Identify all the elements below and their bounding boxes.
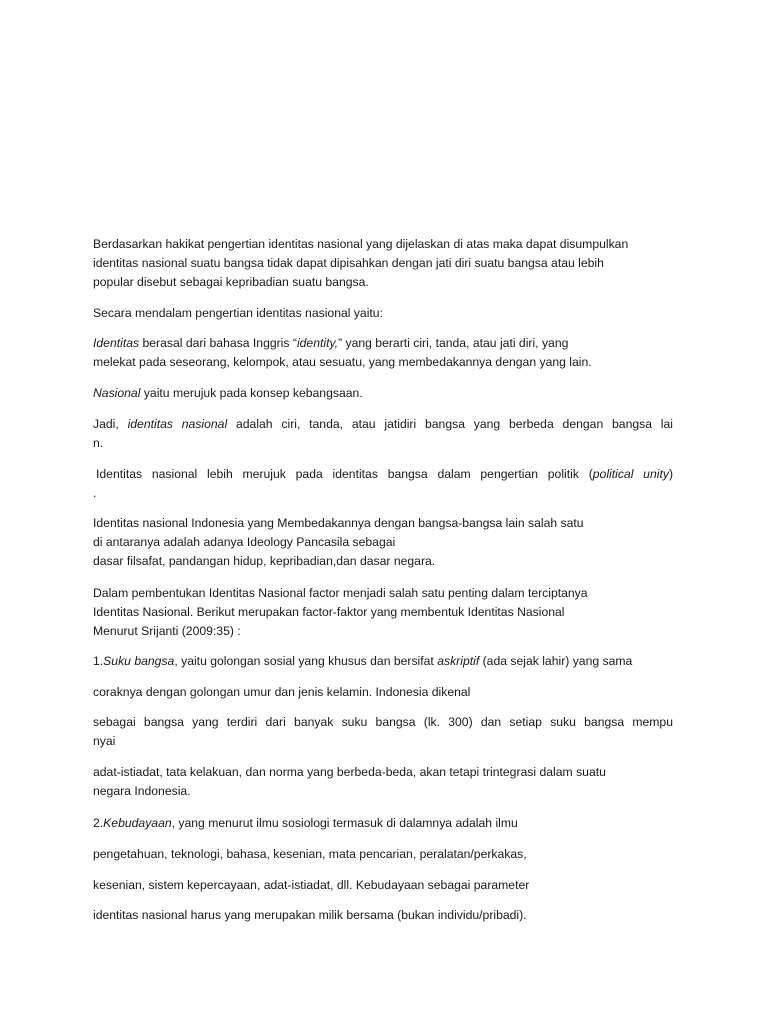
paragraph-pancasila (93, 514, 584, 571)
paragraph-line: pengetahuan, teknologi, bahasa, kesenian, mata pencarian, peralatan/perkakas, (93, 847, 527, 861)
term-identity: identity, (296, 336, 339, 350)
text-line: Identitas Nasional. Berikut merupakan factor-faktor yang membentuk Identitas Nasional (93, 605, 565, 619)
text-line: di antaranya adalah adanya Ideology Pancasila sebagai (93, 535, 396, 549)
text-run: ” yang berarti ciri, tanda, atau jati diri, yang (338, 336, 569, 350)
text-line: n. (93, 436, 104, 450)
text-run: berasal dari bahasa Inggris “ (139, 336, 297, 350)
text-run: , yang menurut ilmu sosiologi termasuk di dalamnya adalah ilmu (171, 816, 518, 830)
text-run: ) (668, 467, 673, 481)
text-run: yaitu merujuk pada konsep kebangsaan. (140, 386, 363, 400)
paragraph-line: kesenian, sistem kepercayaan, adat-istiadat, dll. Kebudayaan sebagai parameter (93, 878, 530, 892)
text-run: (ada sejak lahir) yang sama (479, 654, 633, 668)
list-item-suku-bangsa (93, 652, 632, 671)
text-line (93, 334, 592, 353)
list-number: 2. (93, 816, 104, 830)
paragraph-political (93, 465, 673, 503)
paragraph-conclusion (93, 235, 628, 292)
term-identitas: Identitas (93, 336, 140, 350)
term-askriptif: askriptif (437, 654, 480, 668)
text-line: dasar filsafat, pandangan hidup, kepribadian,dan dasar negara. (93, 554, 436, 568)
term-kebudayaan: Kebudayaan (103, 816, 172, 830)
paragraph-jadi (93, 415, 673, 453)
text-line: nyai (93, 734, 116, 748)
text-run: , yaitu golongan sosial yang khusus dan bersifat (174, 654, 438, 668)
text-line (96, 465, 673, 484)
list-item-kebudayaan (93, 814, 518, 833)
text-line: identitas nasional suatu bangsa tidak dapat dipisahkan dengan jati diri suatu bangsa atau lebih (93, 256, 604, 270)
text-line: Menurut Srijanti (2009:35) : (93, 624, 241, 638)
text-run: Jadi, (93, 417, 119, 431)
paragraph-factors (93, 584, 588, 641)
paragraph-line: identitas nasional harus yang merupakan milik bersama (bukan individu/pribadi). (93, 908, 527, 922)
term-identitas-nasional: identitas nasional (127, 417, 228, 431)
list-number: 1. (93, 654, 104, 668)
paragraph-identitas-definition (93, 334, 592, 372)
text-line: Berdasarkan hakikat pengertian identitas nasional yang dijelaskan di atas maka dapat disumpulkan (93, 237, 629, 251)
term-nasional: Nasional (93, 386, 141, 400)
text-line: . (93, 486, 97, 500)
paragraph-line: coraknya dengan golongan umur dan jenis kelamin. Indonesia dikenal (93, 685, 471, 699)
text-line: Identitas nasional Indonesia yang Membedakannya dengan bangsa-bangsa lain salah satu (93, 516, 584, 530)
paragraph-adat (93, 763, 606, 801)
term-suku-bangsa: Suku bangsa (103, 654, 175, 668)
text-line: popular disebut sebagai kepribadian suatu bangsa. (93, 275, 369, 289)
text-run: adalah ciri, tanda, atau jatidiri bangsa yang berbeda dengan bangsa lai (235, 417, 674, 431)
term-political-unity: political unity (592, 467, 669, 481)
text-line: Dalam pembentukan Identitas Nasional factor menjadi salah satu penting dalam terciptanya (93, 586, 588, 600)
paragraph-intro: Secara mendalam pengertian identitas nasional yaitu: (93, 306, 383, 320)
text-line (93, 415, 673, 434)
text-line: sebagai bangsa yang terdiri dari banyak suku bangsa (lk. 300) dan setiap suku bangsa mempu (93, 715, 673, 729)
text-line: negara Indonesia. (93, 784, 191, 798)
text-run: Identitas nasional lebih merujuk pada identitas bangsa dalam pengertian politik ( (96, 467, 593, 481)
paragraph-suku (93, 713, 673, 751)
paragraph-nasional-definition (93, 384, 363, 403)
text-line: adat-istiadat, tata kelakuan, dan norma yang berbeda-beda, akan tetapi trintegrasi dalam suatu (93, 765, 606, 779)
text-line: melekat pada seseorang, kelompok, atau sesuatu, yang membedakannya dengan yang lain. (93, 355, 592, 369)
